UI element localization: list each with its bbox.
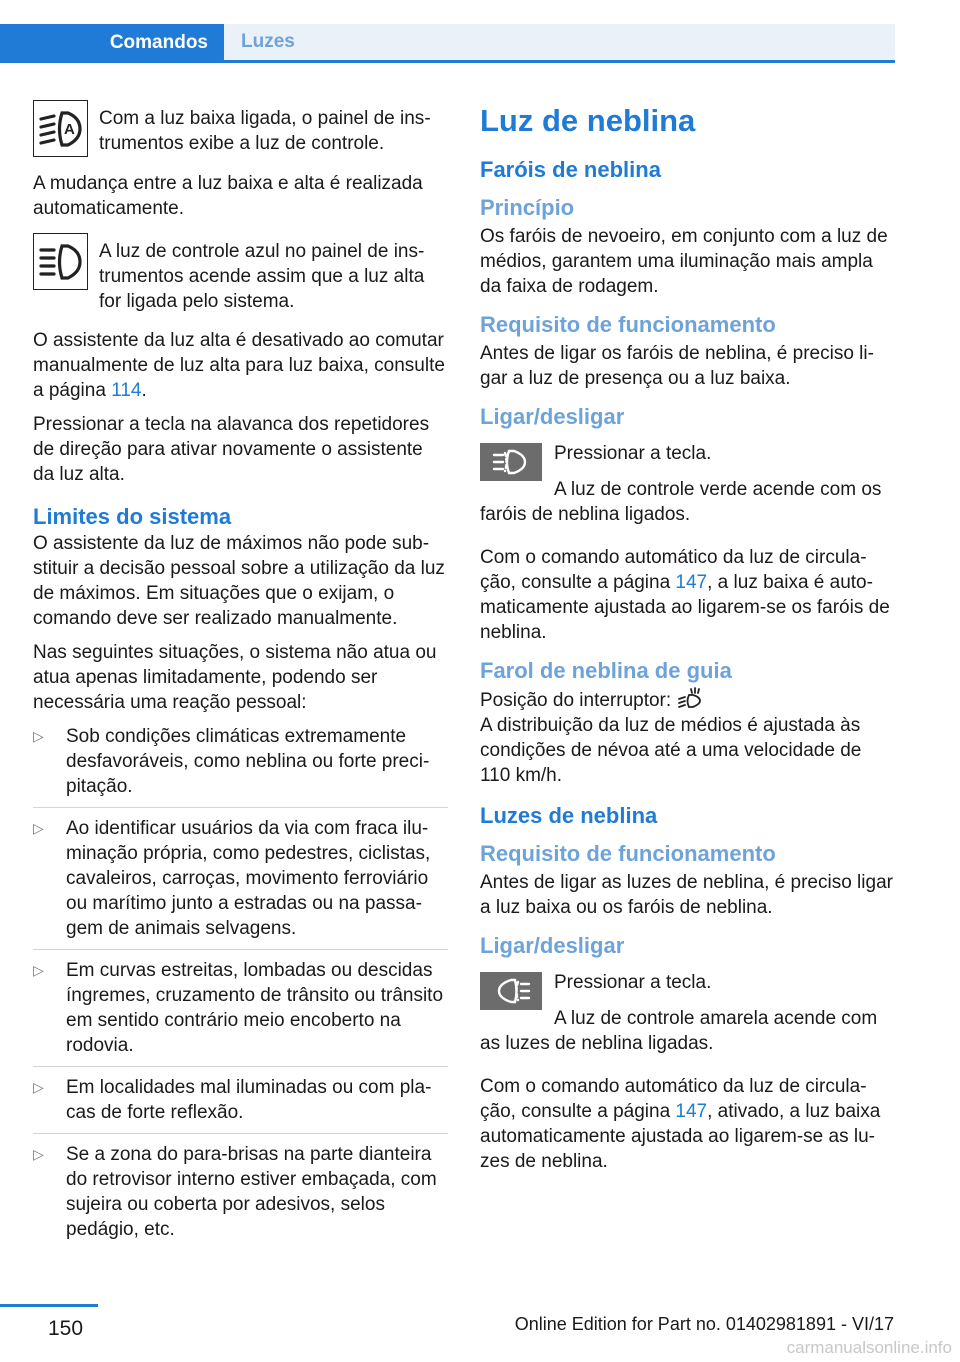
front-fog-button-icon[interactable] [480, 443, 542, 481]
deactivate-text-b: . [141, 380, 147, 401]
heading-requirement-rear: Requisito de funcionamento [480, 841, 776, 866]
header-tabs [0, 24, 895, 62]
page-link-114[interactable]: 114 [111, 380, 142, 401]
page-number: 150 [48, 1317, 84, 1340]
front-fog-button-row [480, 441, 895, 481]
front-fog-button-text [554, 441, 711, 471]
bullet-arrow-icon: ▷ [33, 1079, 44, 1095]
heading-principle: Princípio [480, 195, 575, 220]
list-item: ▷ Ao identificar usuários da via com fraca iluminação própria, como pedestres, ciclistas, cavaleiros, carroças, movimento ferroviário ou marítimo junto a estradas ou na passagem de animais selvagens. [33, 816, 448, 950]
edition-text: Online Edition for Part no. 01402981891 - VI/17 [514, 1314, 894, 1334]
heading-switch-rear: Ligar/desligar [480, 933, 625, 958]
left-column [33, 100, 448, 1258]
watermark-text: carmanualsonline.info [786, 1338, 952, 1357]
rear-fog-button-icon[interactable] [480, 972, 542, 1010]
rear-fog-button-text [554, 970, 711, 1000]
press-button-text: Pressionar a tecla. [554, 443, 712, 464]
page-link-147[interactable]: 147 [675, 572, 708, 593]
svg-text:A: A [63, 120, 75, 138]
high-beam-assist-icon [33, 100, 88, 157]
bullet-arrow-icon: ▷ [33, 962, 44, 978]
heading-requirement-front: Requisito de funcionamento [480, 312, 776, 337]
highbeam-indicator-row [33, 233, 448, 314]
auto-rear-text-b: , ativado, a luz baixa automaticamente ajustada ao ligarem-se as luzes de neblina. [480, 1101, 881, 1172]
footer-divider [0, 1304, 98, 1307]
heading-guide-fog: Farol de neblina de guia [480, 658, 732, 683]
highbeam-indicator-text: A luz de controle azul no painel de instrumentos acende assim que a luz alta for ligada pelo sistema. [99, 241, 425, 312]
right-column [480, 100, 895, 1183]
list-item: ▷ Em localidades mal iluminadas ou com placas de forte reflexão. [33, 1075, 448, 1134]
situations-intro: Nas seguintes situações, o sistema não atua ou atua apenas limitadamente, podendo ser necessária uma reação pessoal: [33, 642, 437, 713]
bullet-arrow-icon: ▷ [33, 728, 44, 744]
requirement-rear-text: Antes de ligar as luzes de neblina, é preciso ligar a luz baixa ou os faróis de neblina. [480, 872, 893, 918]
press-button-text-rear: Pressionar a tecla. [554, 972, 712, 993]
reactivate-text: Pressionar a tecla na alavanca dos repetidores de direção para ativar novamente o assistente da luz alta. [33, 414, 430, 485]
switch-position-label: Posição do interruptor: [480, 690, 672, 711]
green-indicator-text: A luz de controle verde acende com os faróis de neblina ligados. [480, 479, 882, 525]
list-item: ▷ Se a zona do para-brisas na parte dianteira do retrovisor interno estiver embaçada, com sujeira ou coberta por adesivos, selos pedágio, etc. [33, 1144, 437, 1240]
switch-position-text [480, 687, 895, 713]
guide-fog-text: A distribuição da luz de médios é ajustada às condições de névoa até a uma velocidade de 110 km/h. [480, 715, 862, 786]
list-item: ▷ Sob condições climáticas extremamente desfavoráveis, como neblina ou forte precipitação. [33, 724, 448, 808]
fog-guide-switch-icon [677, 687, 703, 709]
auto-rear-text [480, 1074, 895, 1174]
heading-system-limits: Limites do sistema [33, 504, 232, 529]
heading-switch-front: Ligar/desligar [480, 404, 625, 429]
principle-text: Os faróis de nevoeiro, em conjunto com a luz de médios, garantem uma iluminação mais ampla da faixa de rodagem. [480, 226, 888, 297]
auto-rear-text-a: Com o comando automático da luz de circulação, consulte a página [480, 1076, 867, 1122]
situations-list [33, 724, 448, 1250]
list-item: ▷ Em curvas estreitas, lombadas ou descidas íngremes, cruzamento de trânsito ou trânsito em sentido contrário meio encoberto na rodovia. [33, 958, 448, 1067]
tab-comandos: Comandos [0, 24, 224, 62]
lowbeam-indicator-row [33, 100, 448, 157]
auto-front-text-b: , a luz baixa é automaticamente ajustada ao ligarem-se os faróis de neblina. [480, 572, 890, 643]
deactivate-text-a: O assistente da luz alta é desativado ao comutar manualmente de luz alta para luz baixa, consulte a página [33, 330, 445, 401]
auto-front-text [480, 545, 895, 645]
tab-luzes: Luzes [224, 24, 895, 60]
heading-fog-light: Luz de neblina [480, 103, 696, 138]
bullet-arrow-icon: ▷ [33, 1146, 44, 1162]
page-link-147-rear[interactable]: 147 [675, 1101, 708, 1122]
auto-switch-text: A mudança entre a luz baixa e alta é realizada automaticamente. [33, 173, 423, 219]
bullet-arrow-icon: ▷ [33, 820, 44, 836]
heading-rear-fog: Luzes de neblina [480, 803, 658, 828]
requirement-front-text: Antes de ligar os faróis de neblina, é preciso ligar a luz de presença ou a luz baixa. [480, 343, 874, 389]
heading-front-fog: Faróis de neblina [480, 157, 661, 182]
lowbeam-indicator-text: Com a luz baixa ligada, o painel de instrumentos exibe a luz de controle. [99, 108, 431, 154]
limits-text: O assistente da luz de máximos não pode substituir a decisão pessoal sobre a utilização da luz de máximos. Em situações que o exijam, o comando deve ser realizado manualmente. [33, 533, 445, 629]
header-divider [0, 60, 895, 63]
amber-indicator-text: A luz de controle amarela acende com as luzes de neblina ligadas. [480, 1008, 878, 1054]
auto-front-text-a: Com o comando automático da luz de circulação, consulte a página [480, 547, 867, 593]
high-beam-icon [33, 233, 88, 290]
deactivate-text [33, 328, 448, 403]
rear-fog-button-row [480, 970, 895, 1010]
